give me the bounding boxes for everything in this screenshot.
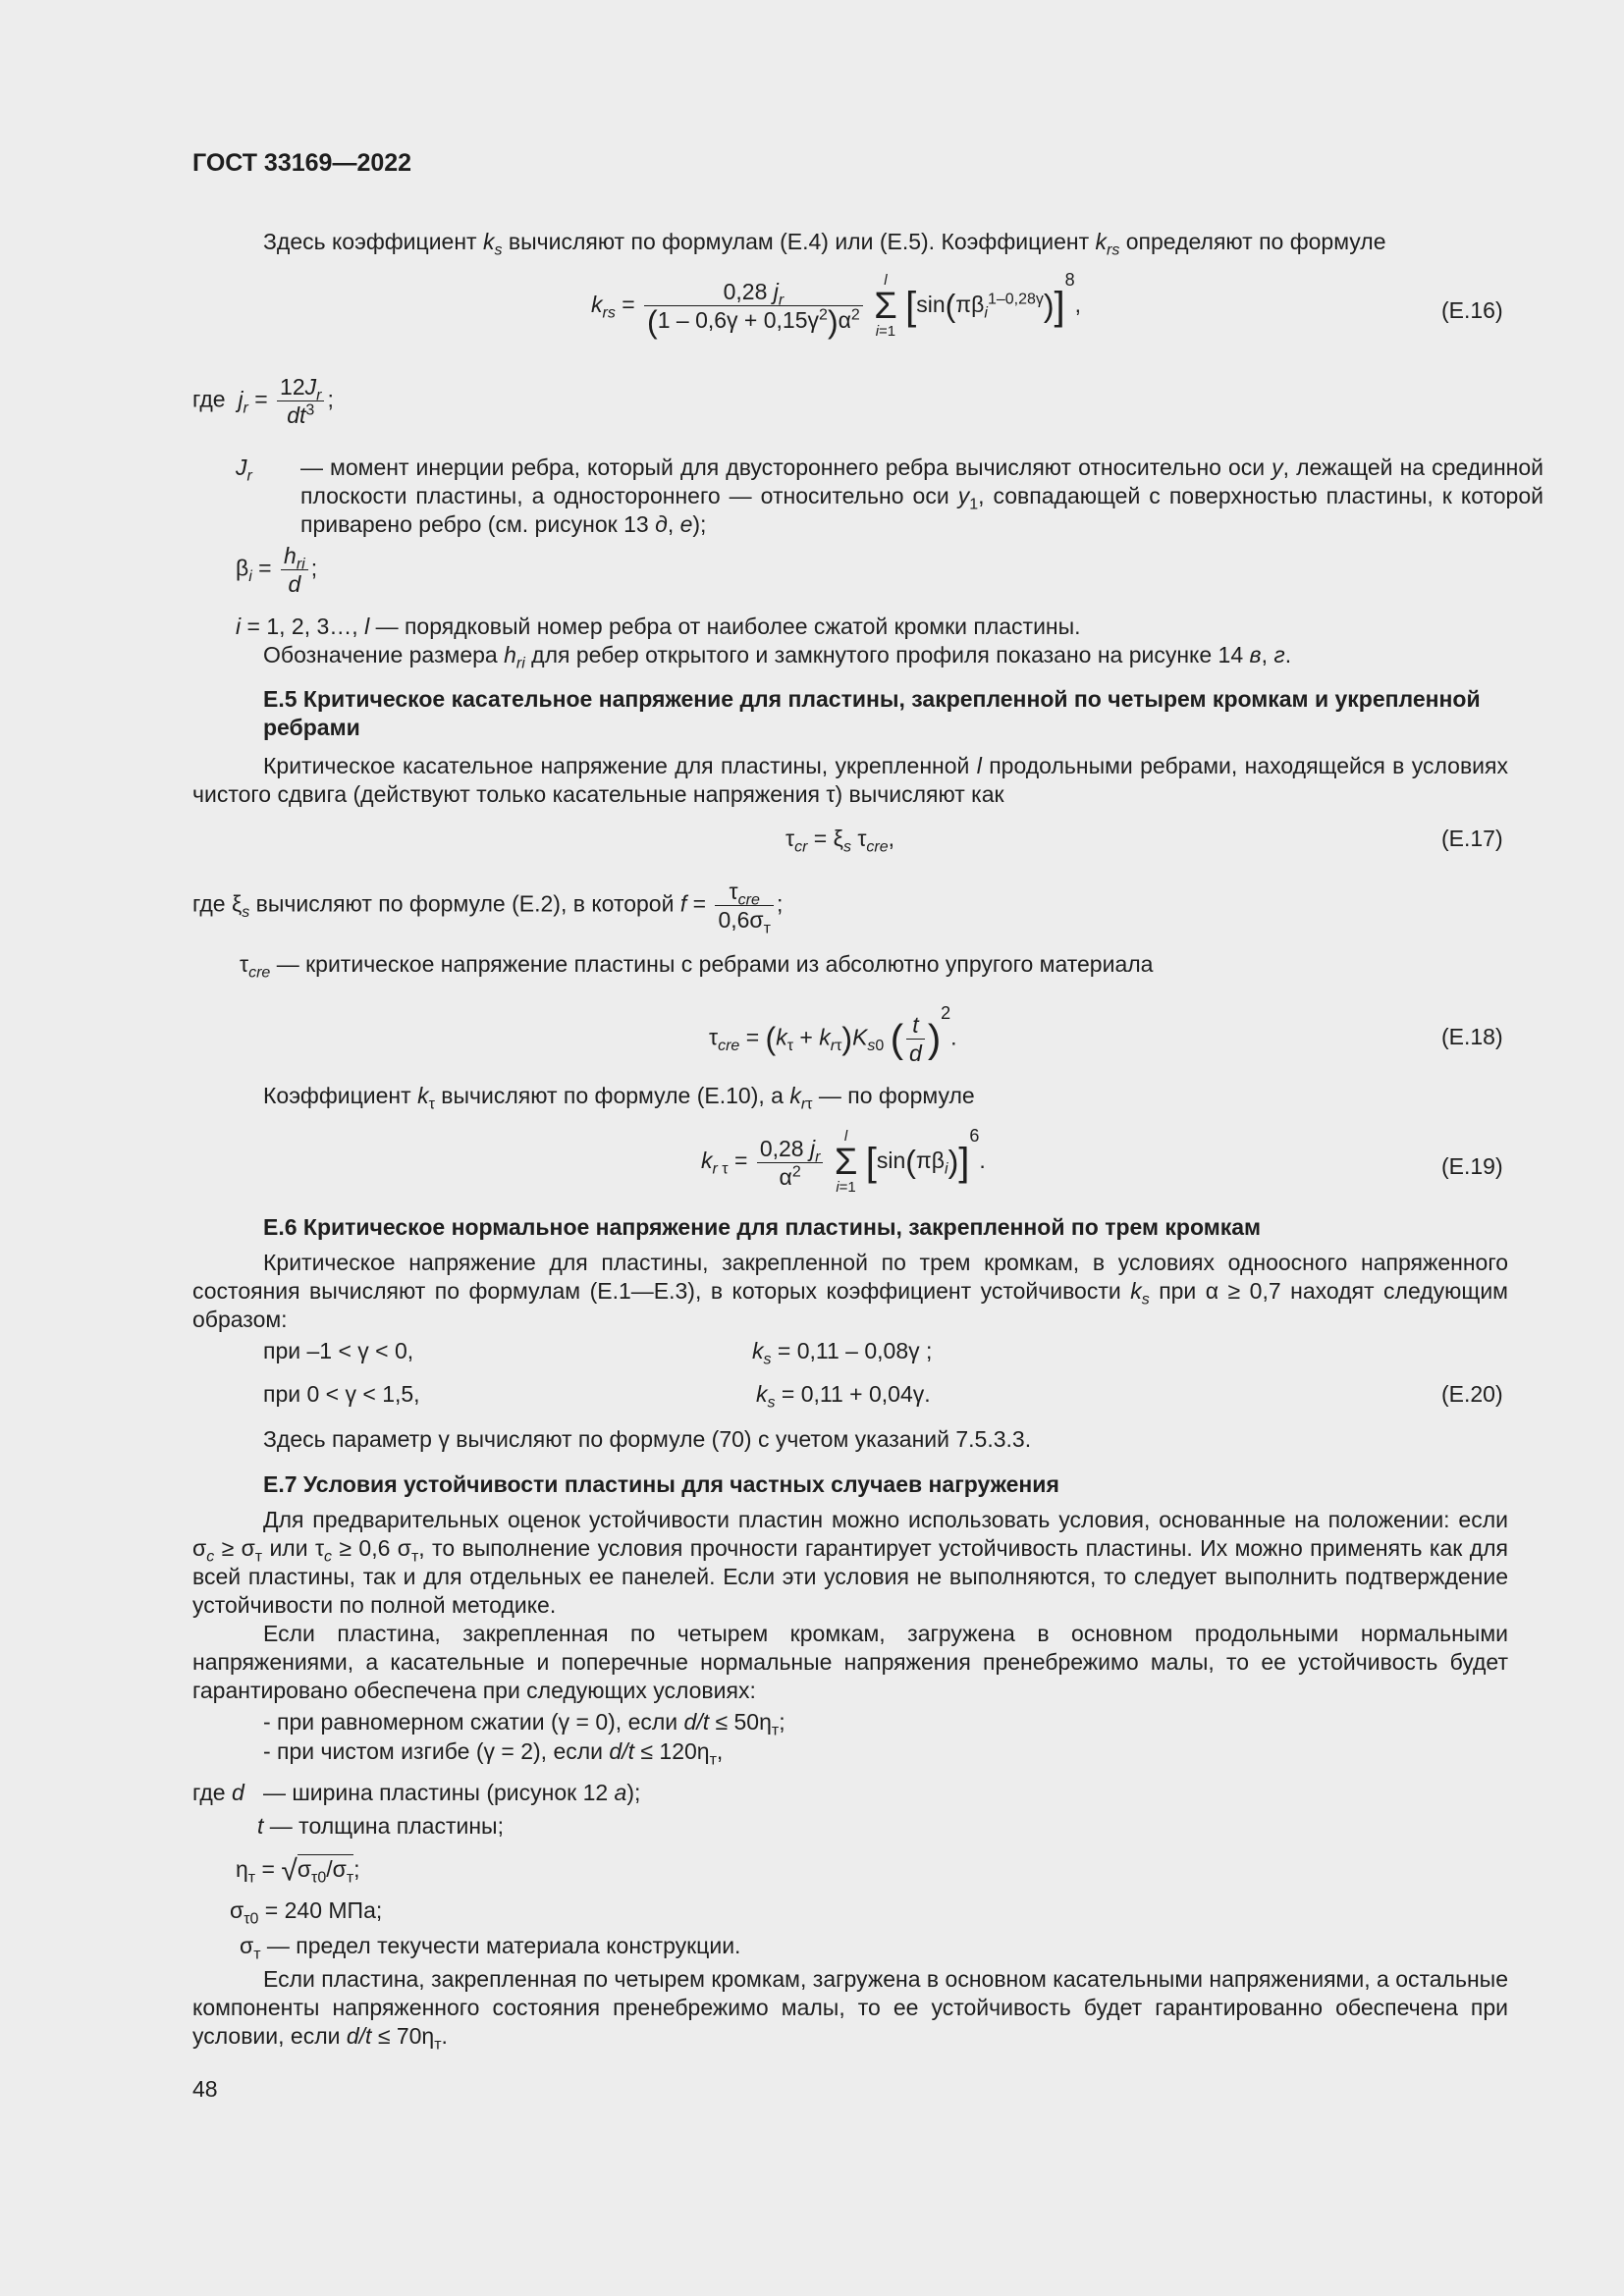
t-definition: t — толщина пластины; <box>257 1813 504 1839</box>
e6-paragraph: Критическое напряжение для пластины, закрепленной по трем кромкам, в условиях одноосного напряженного состояния вычисляют по формулам (Е.1—Е.3), в которых коэффициент устойчивости $k_s$ при α ≥ 0,7 находят следующим образом: <box>192 1250 1508 1332</box>
case1-value: $k_s = 0,11 - 0,08\gamma$ ; <box>752 1338 933 1368</box>
condition-bending: - при чистом изгибе (γ = 2), если $d/t \le 120\eta_т$, <box>263 1738 724 1769</box>
section-heading-e5: Е.5 Критическое касательное напряжение для пластины, закрепленной по четырем кромкам и укрепленной ребрами <box>263 686 1481 740</box>
i-definition: i = 1, 2, 3…, l — порядковый номер ребра от наиболее сжатой кромки пластины. <box>236 614 1081 639</box>
sigmat-definition: $\sigma_т$ — предел текучести материала конструкции. <box>240 1933 741 1963</box>
formula-e18: $\tau_{cre} = (k_\tau + k_{r\tau})K_{s0}$ ( $\frac{t}{d}$ )$^2$. <box>709 1002 957 1066</box>
case2-condition: при 0 < γ < 1,5, <box>263 1381 420 1407</box>
hri-note: Обозначение размера $h_{ri}$ для ребер открытого и замкнутого профиля показано на рисунке 14 в, г. <box>263 642 1292 672</box>
document-header: ГОСТ 33169—2022 <box>192 149 412 177</box>
ktau-paragraph: Коэффициент $k_\tau$ вычисляют по формуле (Е.10), а $k_{r\tau}$ — по формуле <box>263 1083 975 1113</box>
xi-definition: где $\xi_s$ вычисляют по формуле (Е.2), в которой f = $\frac{\tau_{cre}}{0,6\sigma_т}$ ; <box>192 879 784 937</box>
page-number: 48 <box>192 2076 218 2102</box>
sigma0-value: $\sigma_{\tau 0} = 240$ МПа; <box>230 1897 383 1928</box>
eq-number-e16: (Е.16) <box>1441 297 1503 323</box>
e7-paragraph-1: Для предварительных оценок устойчивости пластин можно использовать условия, основанные на положении: если $\sigma_c \ge \sigma_т$ или $\tau_c \ge 0,6$ $\sigma_т$, то выполнение условия прочности гарантирует устойчивость пластины. Их можно применять как для всей пластины, так и для отдельных ее панелей. Если эти условия не выполняются, то следует выполнить подтверждение устойчивости по полной методике. <box>192 1507 1508 1618</box>
condition-compression: - при равномерном сжатии (γ = 0), если $d/t \le 50\eta_т$; <box>263 1709 785 1739</box>
eq-number-e19: (Е.19) <box>1441 1153 1503 1179</box>
eta-definition: $\eta_т = √\sigma_{\tau 0}/\sigma_т$; <box>236 1854 360 1888</box>
d-definition: где d — ширина пластины (рисунок 12 а); <box>192 1780 641 1805</box>
jr-definition: где $j_r$ = $\frac{12J_r}{dt^3}$ ; <box>192 374 334 428</box>
e5-paragraph: Критическое касательное напряжение для пластины, укрепленной l продольными ребрами, находящейся в условиях чистого сдвига (действуют только касательные напряжения τ) вычисляют как <box>192 753 1508 807</box>
case1-condition: при –1 < γ < 0, <box>263 1338 414 1363</box>
section-heading-e7: Е.7 Условия устойчивости пластины для частных случаев нагружения <box>263 1471 1059 1497</box>
Jr-symbol: $J_r$ <box>236 454 252 485</box>
e7-paragraph-2: Если пластина, закрепленная по четырем кромкам, загружена в основном продольными нормальными напряжениями, а касательные и поперечные нормальные напряжения пренебрежимо малы, то ее устойчивость будет гарантировано обеспечена при следующих условиях: <box>192 1621 1508 1703</box>
intro-paragraph: Здесь коэффициент $k_s$ вычисляют по формулам (Е.4) или (Е.5). Коэффициент $k_{rs}$ определяют по формуле <box>263 229 1386 259</box>
formula-e17: $\tau_{cr} = \xi_s$ $\tau_{cre}$, <box>785 826 895 856</box>
tcre-definition: $\tau_{cre}$ — критическое напряжение пластины с ребрами из абсолютно упругого материала <box>240 951 1154 982</box>
section-heading-e6: Е.6 Критическое нормальное напряжение для пластины, закрепленной по трем кромкам <box>263 1214 1262 1240</box>
gamma-note: Здесь параметр γ вычисляют по формуле (70) с учетом указаний 7.5.3.3. <box>263 1426 1032 1452</box>
case2-value: $k_s = 0,11 + 0,04\gamma$. <box>756 1381 931 1412</box>
Jr-definition-text: — момент инерции ребра, который для двустороннего ребра вычисляют относительно оси y, лежащей на срединной плоскости пластины, а одностороннего — относительно оси $y_1$, совпадающей с поверхностью пластины, к которой приварено ребро (см. рисунок 13 д, е); <box>300 454 1543 537</box>
eq-number-e18: (Е.18) <box>1441 1024 1503 1049</box>
beta-definition: $\beta_i$ = $\frac{h_{ri}}{d}$ ; <box>236 543 318 597</box>
formula-e16: $k_{rs}$ = $\frac{0,28 j_r}{(1 - 0,6\gamma + 0,15\gamma^2)\alpha^2}$ l Σ i=1 $[\sin(\pi\beta_i^{1-0,28\gamma})]^8$, <box>591 270 1082 340</box>
formula-e19: $k_{r \tau}$ = $\frac{0,28 j_r}{\alpha^2}$ l Σ i=1 $[\sin(\pi\beta_i)]^6$. <box>701 1126 986 1196</box>
eq-number-e20: (Е.20) <box>1441 1381 1503 1407</box>
eq-number-e17: (Е.17) <box>1441 826 1503 851</box>
e7-paragraph-3: Если пластина, закрепленная по четырем кромкам, загружена в основном касательными напряжениями, а остальные компоненты напряженного состояния пренебрежимо малы, то ее устойчивость будет гарантированно обеспечена при условии, если $d/t \le 70\eta_т$. <box>192 1966 1508 2054</box>
